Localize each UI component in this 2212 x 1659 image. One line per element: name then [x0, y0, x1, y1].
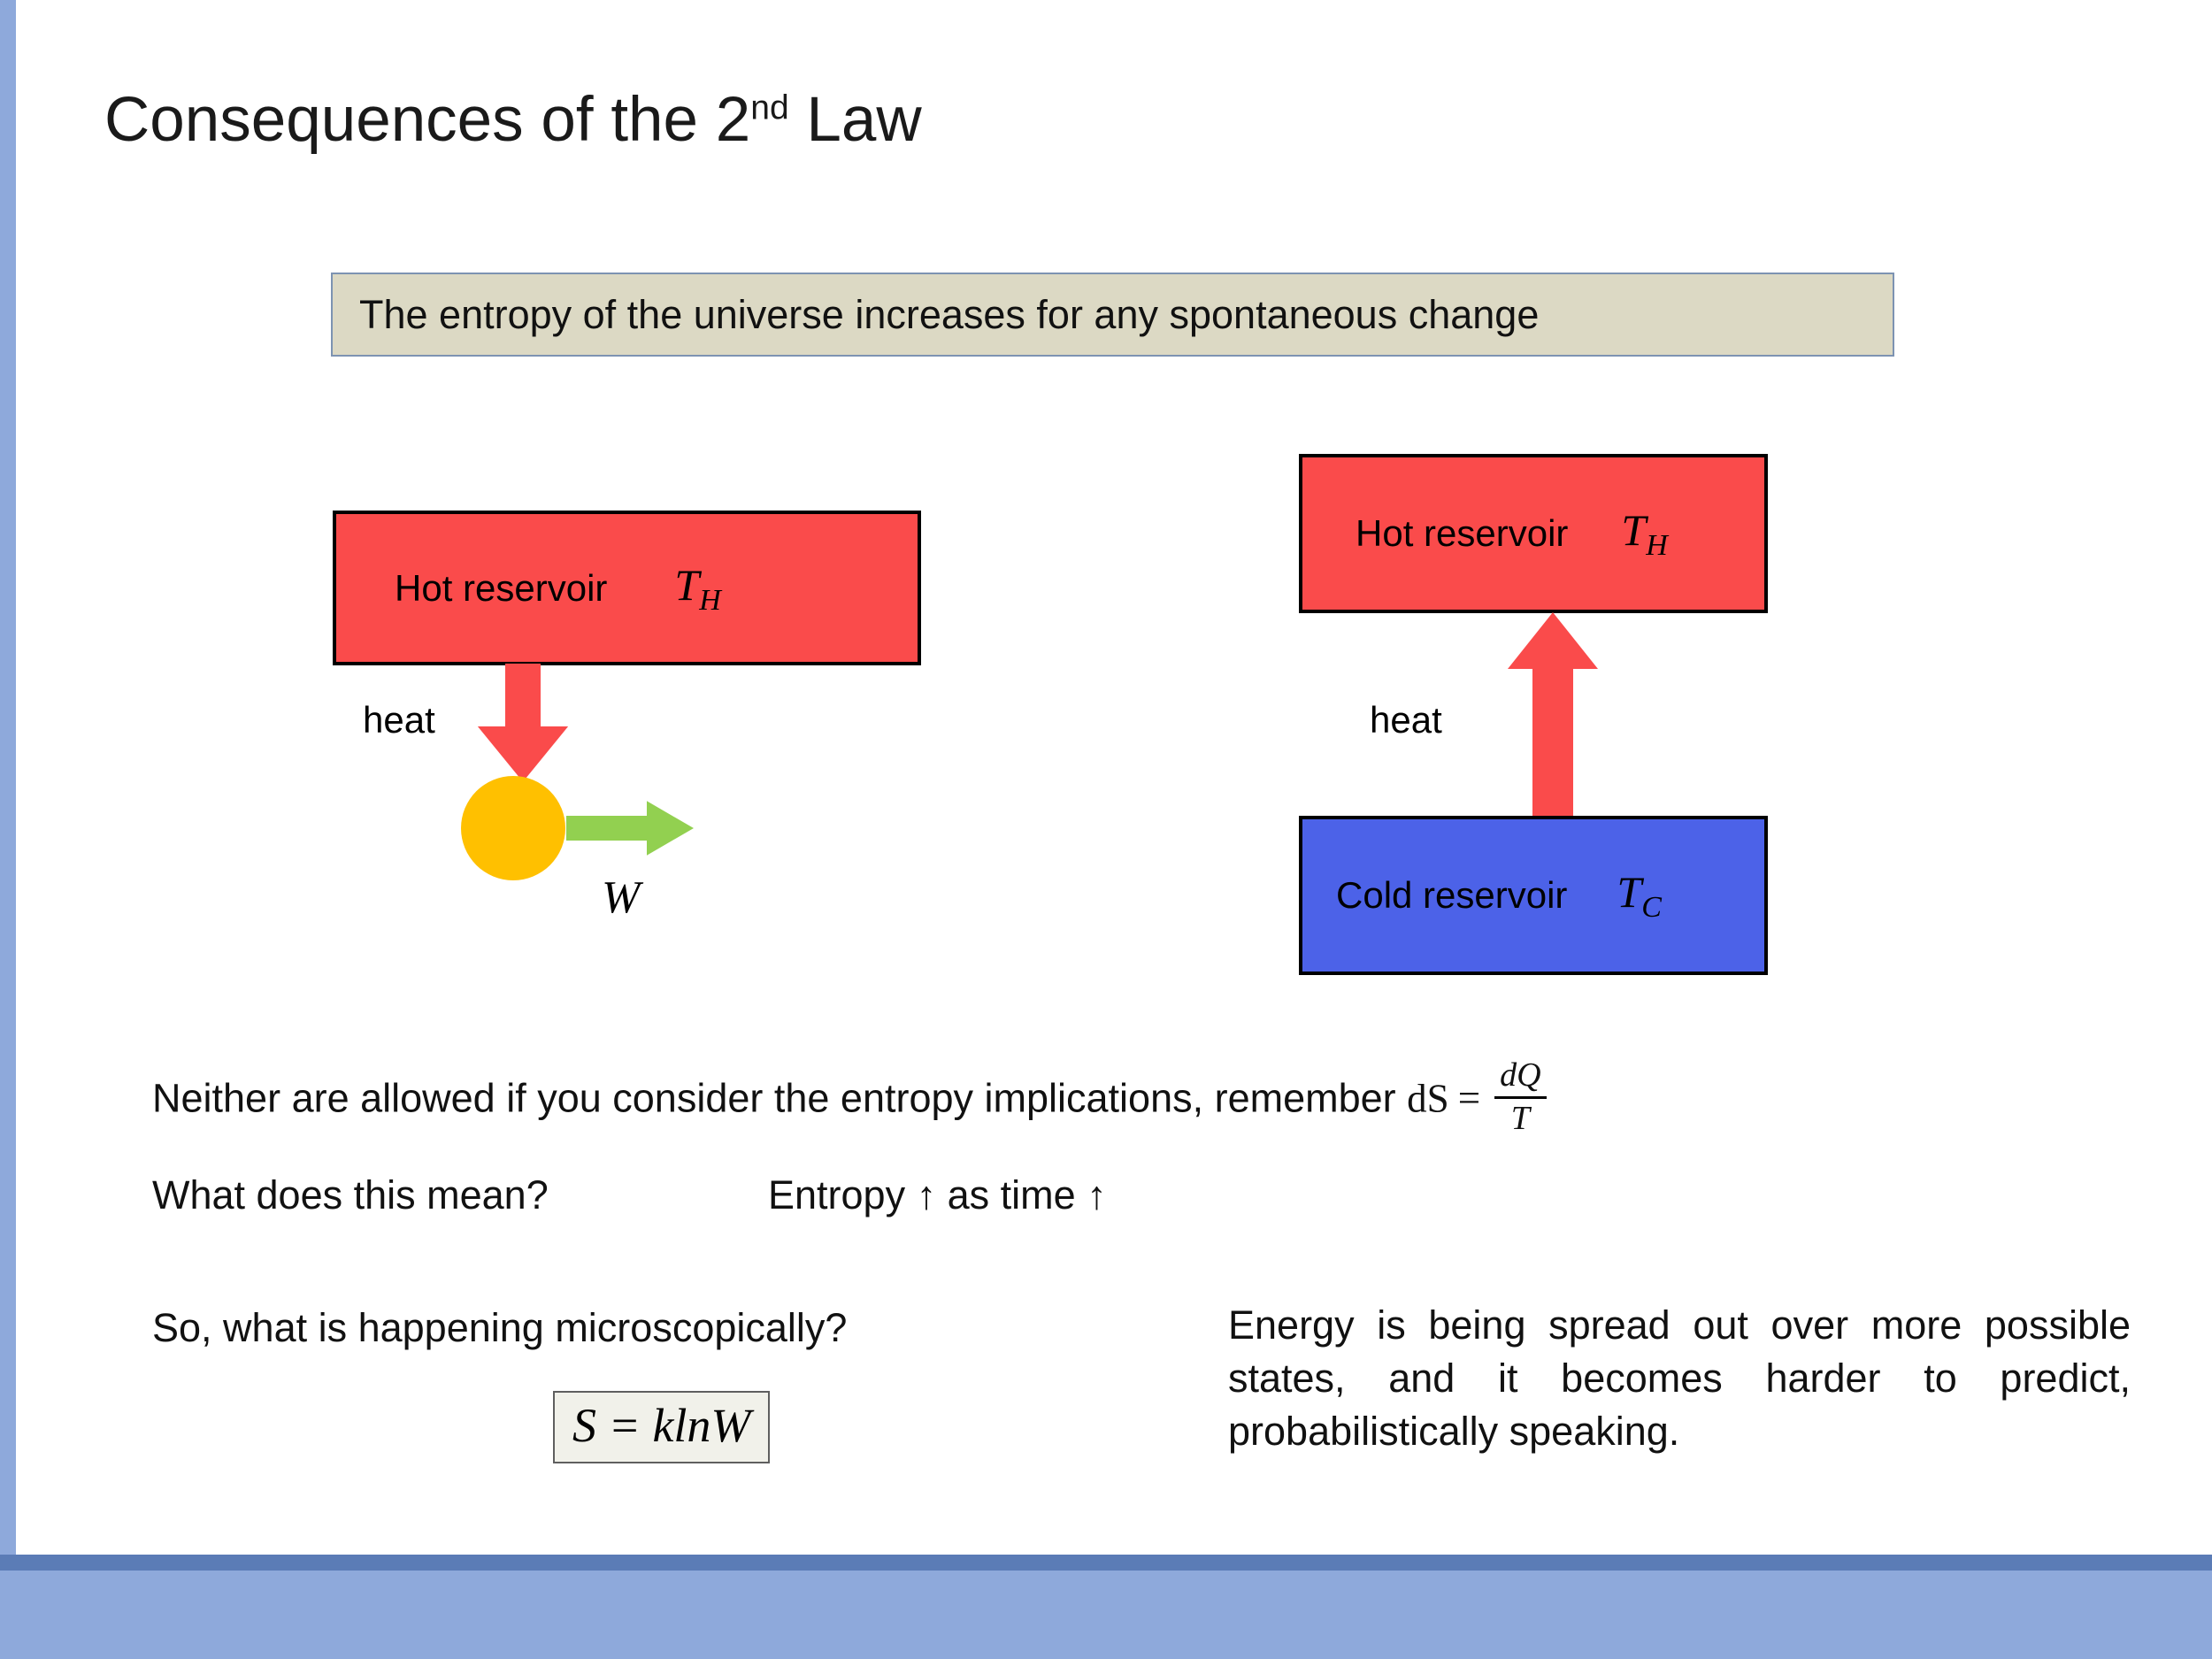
work-symbol: W	[602, 872, 641, 923]
right-heat-label: heat	[1370, 699, 1442, 741]
left-hot-reservoir-label: Hot reservoir	[395, 566, 608, 609]
statement-text: The entropy of the universe increases for any spontaneous change	[359, 291, 1540, 337]
right-heat-arrow-up-icon	[1504, 611, 1601, 823]
what-does-this-mean-text: What does this mean?	[152, 1172, 549, 1217]
equals-symbol: =	[1457, 1076, 1481, 1121]
right-cold-reservoir-temperature: $T_C$	[1617, 867, 1662, 924]
ds-symbol: dS	[1407, 1076, 1449, 1121]
page-title-main: Consequences of the 2	[104, 85, 751, 155]
page-title-tail: Law	[788, 85, 922, 155]
bottom-band-dark	[0, 1555, 2212, 1571]
right-hot-reservoir-box	[1299, 454, 1768, 613]
fraction-denominator: T	[1510, 1099, 1530, 1137]
statement-box	[331, 273, 1894, 357]
page-title-ordinal: nd	[750, 88, 789, 127]
entropy-vs-time-text: Entropy ↑ as time ↑	[768, 1172, 1107, 1217]
microscopic-question-text: So, what is happening microscopically?	[152, 1305, 848, 1350]
engine-circle-icon	[461, 776, 565, 880]
left-hot-reservoir-box	[333, 511, 921, 665]
left-heat-arrow-down-icon	[474, 664, 572, 783]
bottom-band-light	[0, 1571, 2212, 1659]
left-heat-label: heat	[363, 699, 435, 741]
right-hot-reservoir-temperature: $T_H$	[1621, 505, 1668, 562]
entropy-implication-line	[152, 1056, 1547, 1141]
boltzmann-entropy-formula: S = klnW	[553, 1391, 770, 1463]
work-arrow-icon	[566, 801, 695, 856]
left-accent-bar	[0, 0, 16, 1659]
dq-over-t-fraction	[1494, 1058, 1546, 1137]
right-hot-reservoir-label: Hot reservoir	[1356, 512, 1569, 554]
right-cold-reservoir-box	[1299, 816, 1768, 975]
fraction-bar	[1494, 1096, 1546, 1099]
page-title	[104, 84, 922, 156]
right-cold-reservoir-label: Cold reservoir	[1336, 874, 1568, 916]
energy-spread-paragraph: Energy is being spread out over more possible states, and it becomes harder to predict, probabilistically speaking.	[1228, 1302, 2131, 1454]
fraction-numerator: dQ	[1500, 1056, 1541, 1094]
entropy-implication-text: Neither are allowed if you consider the entropy implications, remember	[152, 1075, 1408, 1121]
left-hot-reservoir-temperature: $T_H$	[674, 559, 721, 617]
